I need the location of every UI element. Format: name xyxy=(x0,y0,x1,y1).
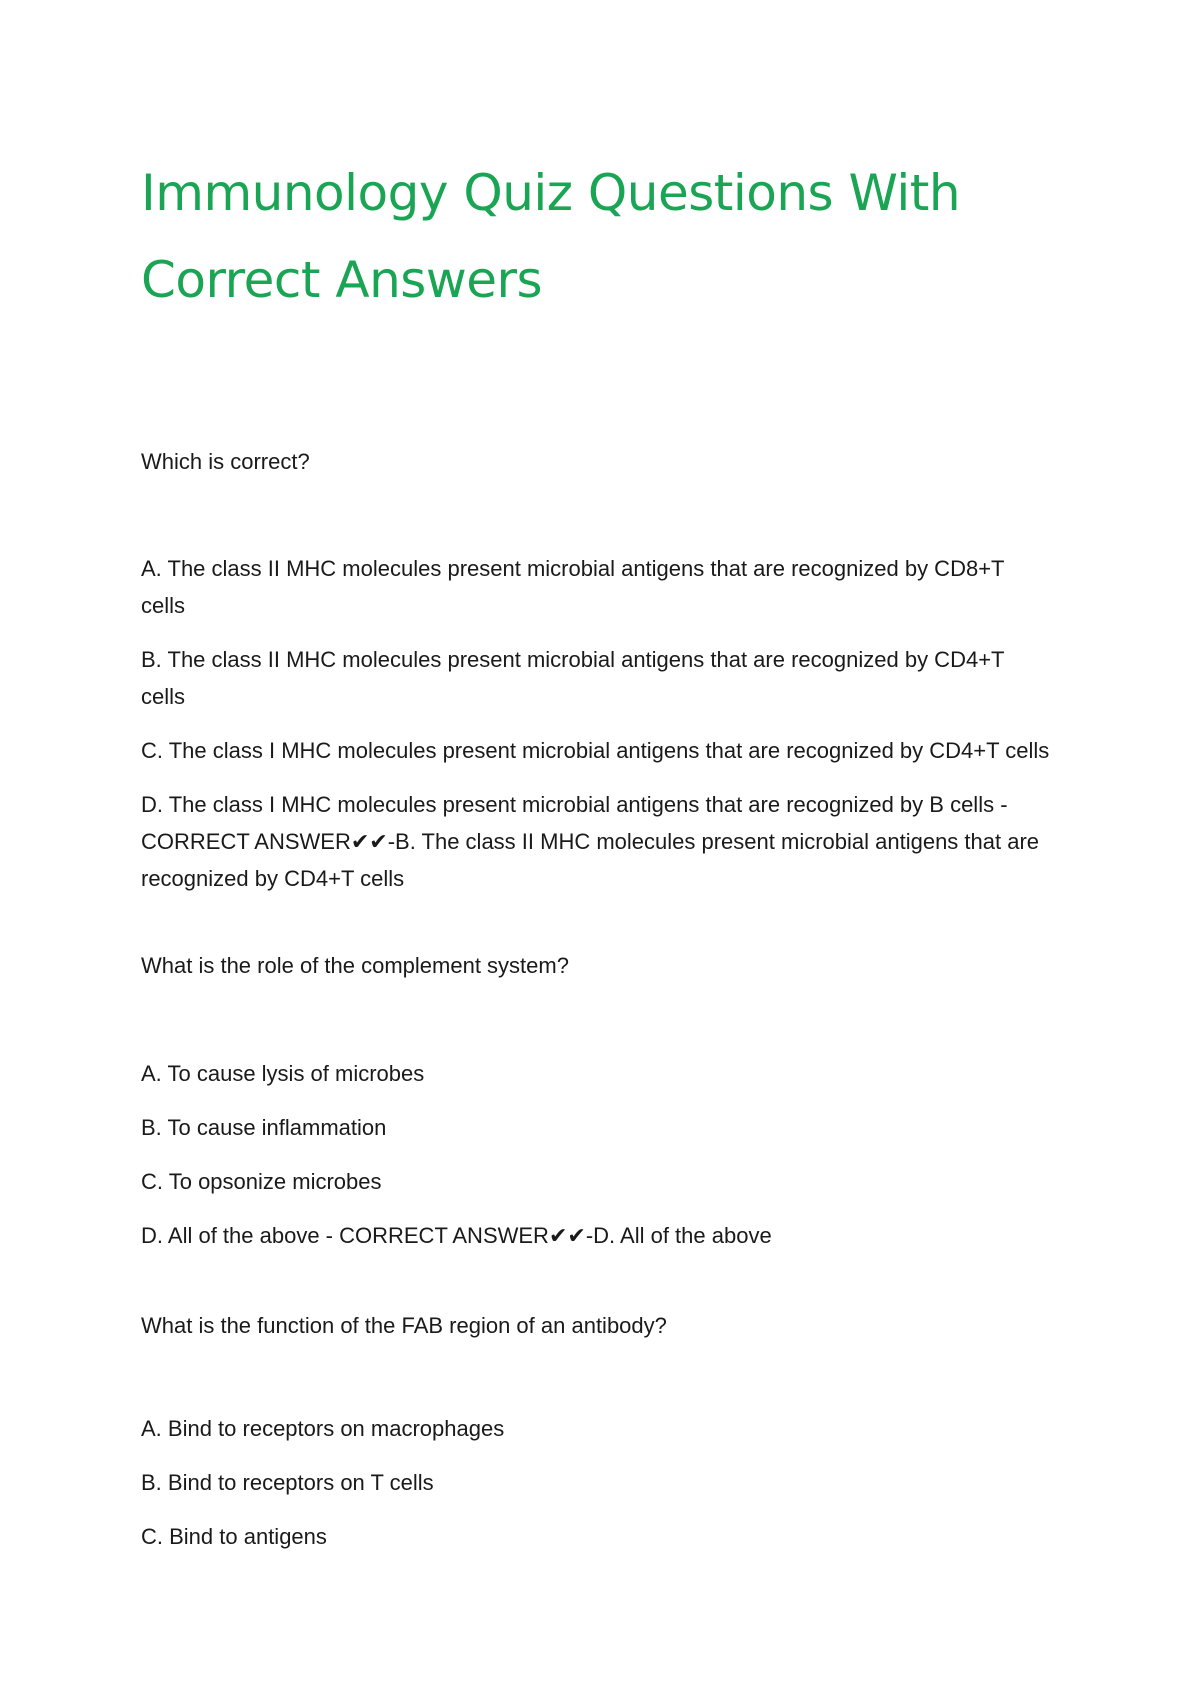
question-prompt: Which is correct? xyxy=(141,449,310,474)
option-item: B. To cause inflammation xyxy=(141,1115,387,1140)
question-block-2 xyxy=(141,947,1051,1254)
option-item: A. The class II MHC molecules present microbial antigens that are recognized by CD8+T cells xyxy=(141,556,1005,618)
option-item-with-answer: D. All of the above - CORRECT ANSWER✔✔-D. All of the above xyxy=(141,1223,772,1248)
question-block-3 xyxy=(141,1307,1051,1555)
option-item: C. To opsonize microbes xyxy=(141,1169,382,1194)
question-block-1 xyxy=(141,443,1051,897)
document-page xyxy=(141,150,1051,1572)
option-item: B. The class II MHC molecules present microbial antigens that are recognized by CD4+T cells xyxy=(141,647,1005,709)
option-list xyxy=(141,550,1051,897)
question-prompt: What is the role of the complement system? xyxy=(141,953,569,978)
option-item-with-answer: D. The class I MHC molecules present microbial antigens that are recognized by B cells - CORRECT ANSWER✔✔-B. The class II MHC molecules present microbial antigens that are recognized by CD4+T cells xyxy=(141,792,1040,891)
option-item: C. Bind to antigens xyxy=(141,1524,327,1549)
option-item: B. Bind to receptors on T cells xyxy=(141,1470,434,1495)
option-item: C. The class I MHC molecules present microbial antigens that are recognized by CD4+T cells xyxy=(141,738,1050,763)
document-title xyxy=(141,150,1051,324)
document-title-line-2: Correct Answers xyxy=(141,251,543,309)
question-prompt: What is the function of the FAB region of an antibody? xyxy=(141,1313,667,1338)
document-title-line-1: Immunology Quiz Questions With xyxy=(141,164,961,222)
option-list xyxy=(141,1410,1051,1555)
option-list xyxy=(141,1055,1051,1254)
option-item: A. To cause lysis of microbes xyxy=(141,1061,425,1086)
option-item: A. Bind to receptors on macrophages xyxy=(141,1416,505,1441)
